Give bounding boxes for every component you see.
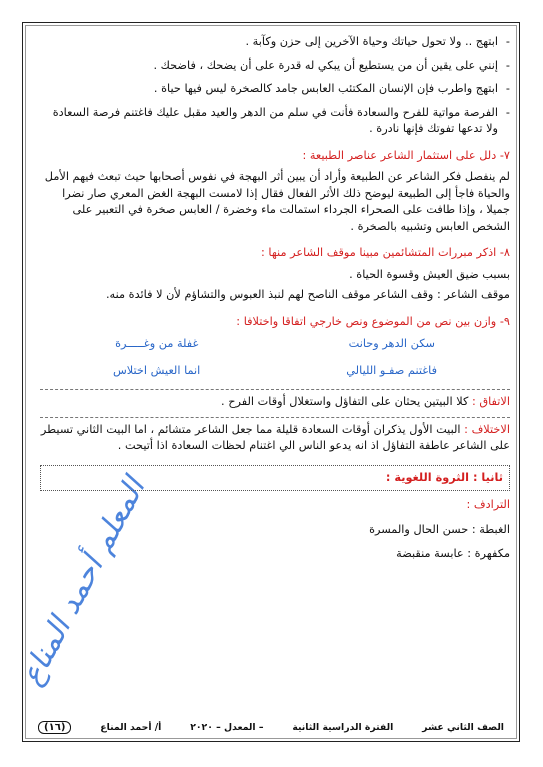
question-8-title: ٨- اذكر مبررات المتشائمين مبينا موقف الشاعر منها : bbox=[261, 246, 510, 259]
difference-paragraph bbox=[40, 422, 510, 455]
question-7-answer: لم ينفصل فكر الشاعر عن الطبيعة وأراد أن يبين أثر البهجة في نفوس أصحابها حيث تبعث فيهم الأمل والحياة فاجأ إلى الطبيعة ليوضح ذلك الأثر الفعال فقال إذا لامست البهجة الغض المعري صار نضرا جميلا ، وإذا طافت على الصحراء الجرداء استمالت ماء وخضرة / العابس صخرة في التعبير على الشخص العابس وتشبيه بالصخرة . bbox=[44, 170, 510, 233]
page-content bbox=[40, 34, 510, 567]
section-2-box bbox=[40, 465, 510, 492]
page-number: (١٦) bbox=[38, 721, 71, 734]
footer-course: – المعدل – ٢٠٢٠ bbox=[190, 721, 264, 733]
verse-2-left: انما العيش اختلاس bbox=[112, 363, 201, 377]
verse-1-left: غفلة من وغـــــرة bbox=[115, 337, 199, 350]
verse-1-right: سكن الدهر وحانت bbox=[348, 337, 435, 350]
page-footer bbox=[38, 718, 504, 736]
footer-term: الفترة الدراسية الثانية bbox=[292, 721, 394, 733]
divider bbox=[40, 389, 510, 390]
question-8-answer-2: موقف الشاعر : وقف الشاعر موقف الناصح لهم لنبذ العبوس والتشاؤم لأن لا فائدة منه. bbox=[105, 288, 510, 301]
verse-2-right: فاغتنم صفـو الليالي bbox=[346, 363, 438, 377]
footer-grade: الصف الثاني عشر bbox=[422, 721, 504, 733]
difference-label: الاختلاف : bbox=[464, 422, 510, 436]
svg-text:المعلم أحمد المناع: المعلم أحمد المناع bbox=[13, 472, 153, 692]
agreement-paragraph bbox=[40, 394, 510, 411]
bullet-item: - ابتهج واطرب فإن الإنسان المكتئب العابس جامد كالصخرة ليس فيها حياة . bbox=[40, 81, 510, 98]
question-7-title: ٧- دلل على استثمار الشاعر عناصر الطبيعة : bbox=[302, 148, 510, 162]
question-8-answer-1: بسبب ضيق العيش وقسوة الحياة . bbox=[349, 267, 510, 281]
agreement-label: الاتفاق : bbox=[471, 395, 510, 408]
difference-text: البيت الأول يذكران أوقات السعادة قليلة مما جعل الشاعر متشائم ، اما البيت الثاني تسيطر على الشاعر عاطفة التفاؤل اذ انه يدعو الناس الي اغتنام لحظات السعادة اذا أتيحت . bbox=[40, 422, 510, 452]
section-2-title: ثانيا : الثروة اللغوية : bbox=[385, 470, 503, 484]
synonym-1: الغبطة : حسن الحال والمسرة bbox=[369, 522, 510, 536]
synonyms-label: الترادف : bbox=[466, 498, 510, 511]
agreement-text: كلا البيتين يحثان على التفاؤل واستغلال أوقات الفرح . bbox=[221, 395, 469, 408]
verse-row-1 bbox=[40, 336, 510, 353]
footer-teacher: أ/ أحمد المناع bbox=[100, 721, 162, 733]
divider bbox=[40, 417, 510, 418]
bullet-item: - ابتهج .. ولا تحول حياتك وحياة الآخرين إلى حزن وكآبة . bbox=[40, 34, 510, 51]
bullet-item: - الفرصة مواتية للفرح والسعادة فأنت في سلم من الدهر والعيد مقبل عليك فاغتنم فرصة السعادة ولا تدعها تفوتك فإنها نادرة . bbox=[40, 105, 510, 138]
synonym-2: مكفهرة : عابسة منقبضة bbox=[396, 547, 510, 560]
verse-row-2 bbox=[40, 363, 510, 380]
question-9-title: ٩- وازن بين نص من الموضوع ونص خارجي اتفاقا واختلافا : bbox=[236, 314, 510, 328]
bullet-item: - إنني على يقين أن من يستطيع أن يبكي له قدرة على أن يضحك ، فاضحك . bbox=[40, 58, 510, 75]
